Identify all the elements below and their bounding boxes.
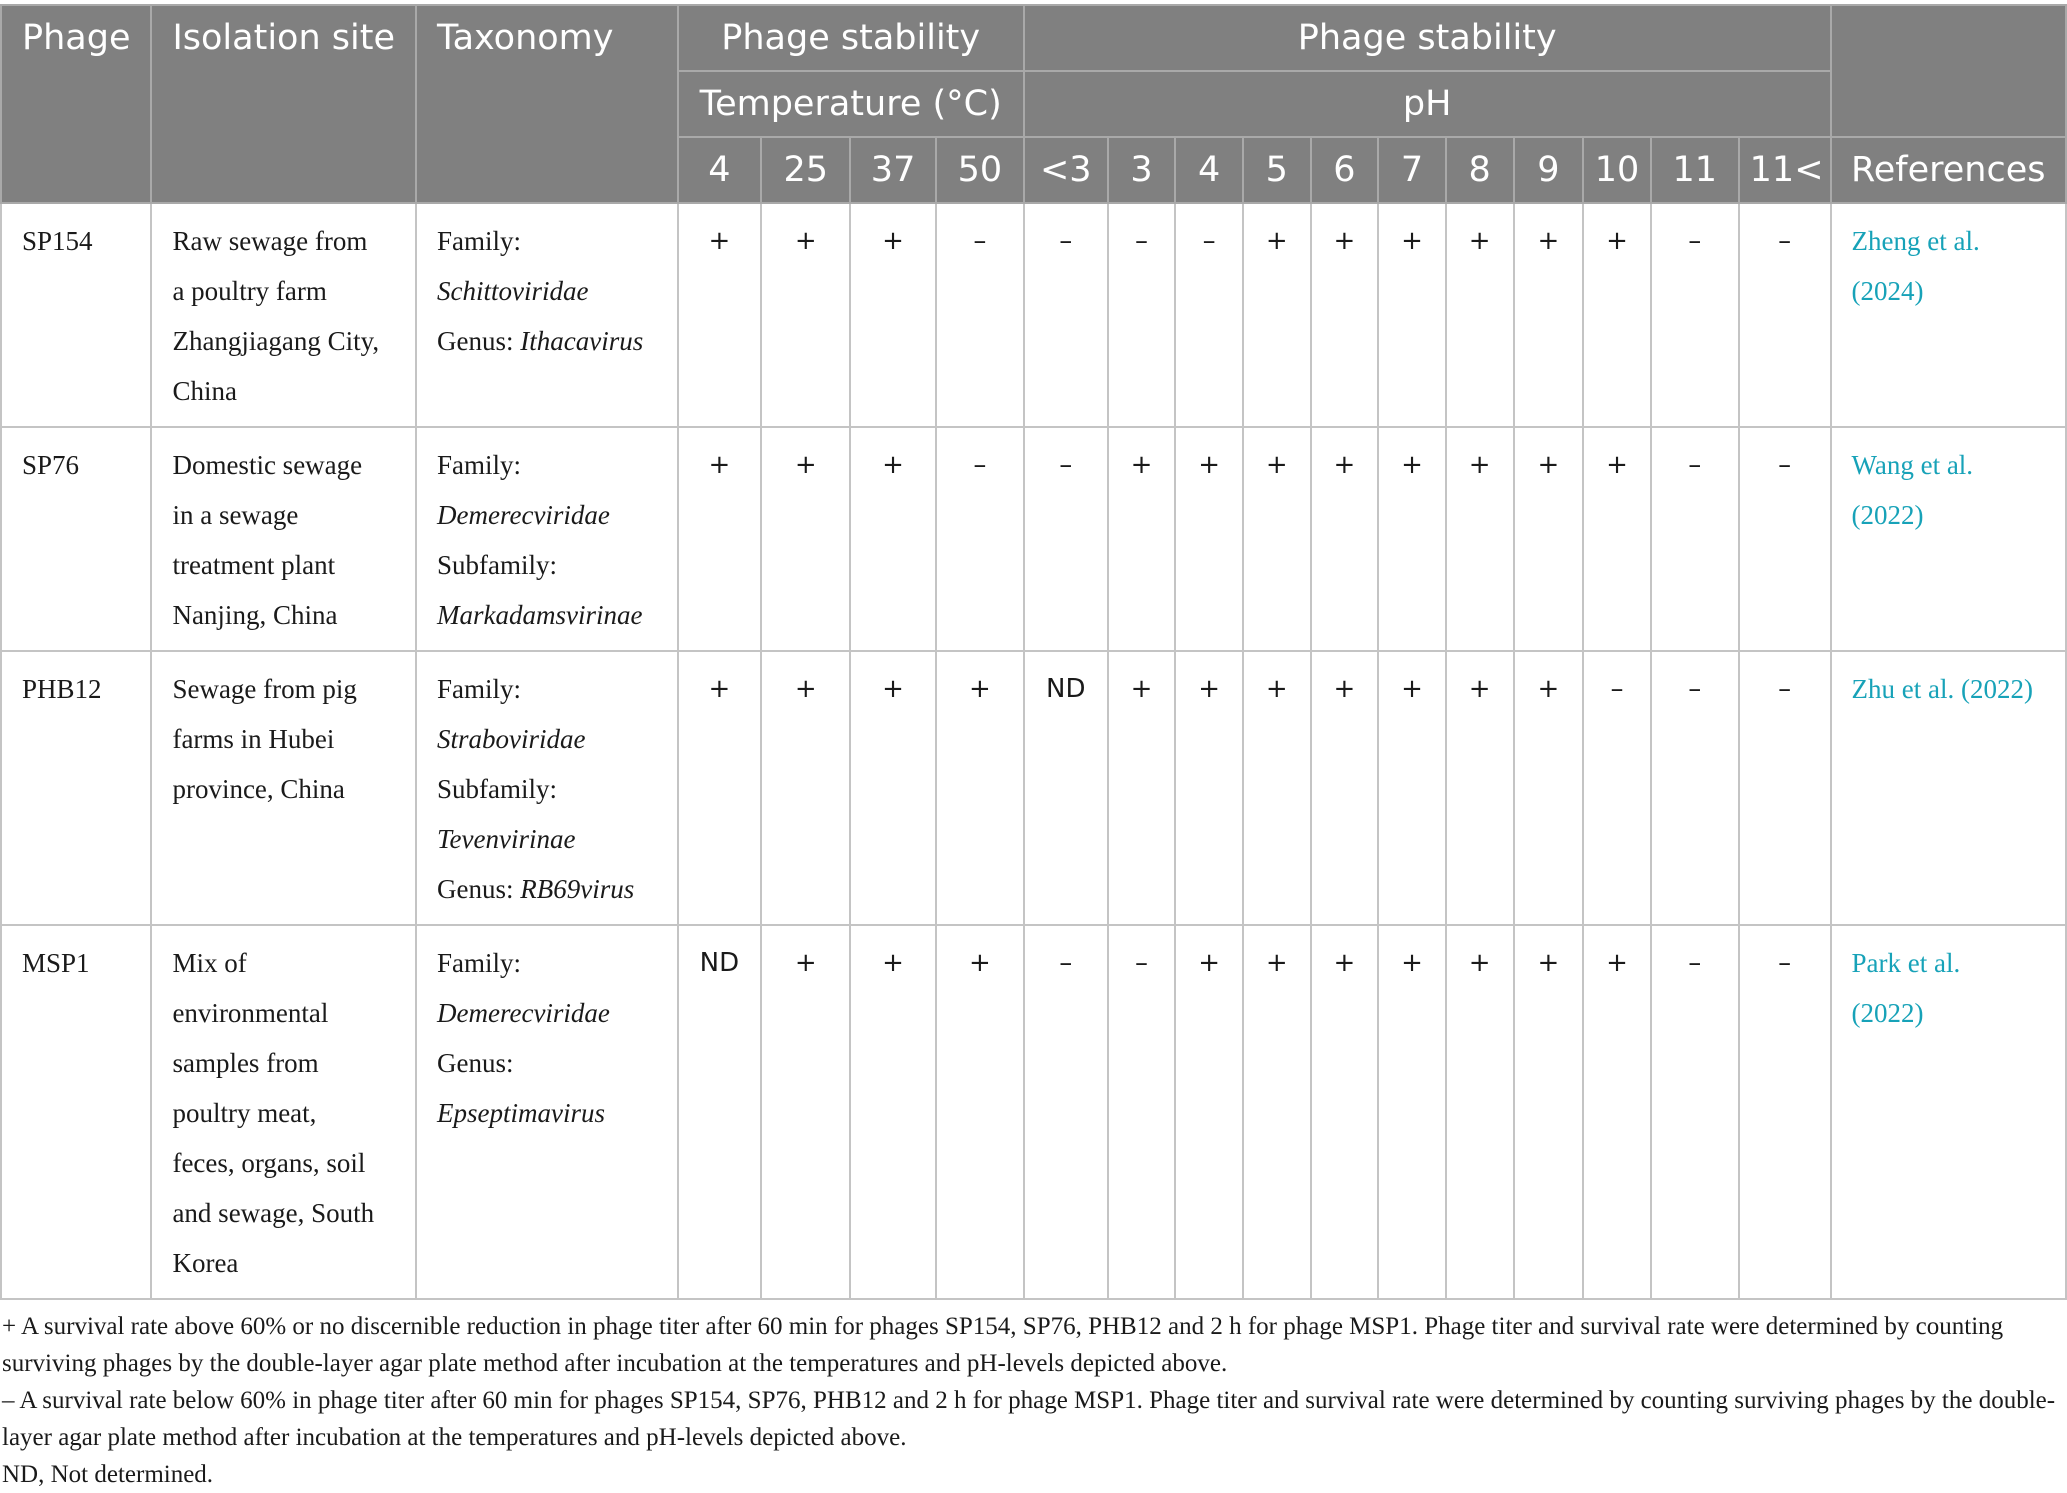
col-header-taxonomy: Taxonomy xyxy=(416,5,678,203)
stability-result: + xyxy=(1606,948,1628,978)
ph-result-cell xyxy=(1311,427,1379,651)
reference-cell xyxy=(1831,427,2066,651)
ph-result-cell xyxy=(1583,203,1651,427)
col-header-temp-4: 4 xyxy=(678,137,762,203)
table-footnotes xyxy=(0,1300,2067,1493)
stability-result: + xyxy=(1537,948,1560,978)
stability-result: – xyxy=(1688,226,1702,256)
ph-result-cell xyxy=(1243,203,1311,427)
stability-result: + xyxy=(1198,948,1221,978)
ph-result-cell xyxy=(1108,427,1176,651)
stability-result: + xyxy=(708,450,731,480)
ph-result-cell xyxy=(1514,427,1584,651)
ph-result-cell xyxy=(1108,651,1176,925)
temp-result-cell xyxy=(850,925,936,1299)
table-row xyxy=(1,651,2066,925)
temp-result-cell xyxy=(850,651,936,925)
stability-result: + xyxy=(708,674,731,704)
ph-result-cell xyxy=(1514,651,1584,925)
stability-result: ND xyxy=(699,948,740,978)
stability-result: – xyxy=(973,226,987,256)
stability-result: + xyxy=(794,948,817,978)
ph-result-cell xyxy=(1243,925,1311,1299)
ph-result-cell xyxy=(1651,925,1739,1299)
stability-result: – xyxy=(1059,450,1073,480)
stability-result: + xyxy=(1401,948,1423,978)
ph-result-cell xyxy=(1514,925,1584,1299)
taxonomy-name: Markadamsvirinae xyxy=(437,600,643,630)
taxonomy-rank: Genus: xyxy=(437,326,521,356)
stability-result: + xyxy=(1468,948,1491,978)
isolation-site-line: China xyxy=(172,376,237,406)
taxonomy-name: Schittoviridae xyxy=(437,276,589,306)
reference-text: Zheng et al. xyxy=(1851,226,1980,256)
taxonomy-rank: Genus: xyxy=(437,1048,514,1078)
isolation-site-line: Zhangjiagang City, xyxy=(172,326,380,356)
stability-result: + xyxy=(794,674,817,704)
reference-cell xyxy=(1831,203,2066,427)
taxonomy-name: RB69virus xyxy=(520,874,635,904)
taxonomy-cell xyxy=(416,925,678,1299)
stability-result: + xyxy=(794,450,817,480)
stability-result: + xyxy=(969,674,991,704)
ph-result-cell xyxy=(1739,651,1831,925)
ph-result-cell xyxy=(1651,427,1739,651)
taxonomy-cell xyxy=(416,203,678,427)
temp-result-cell xyxy=(761,427,850,651)
ph-result-cell xyxy=(1378,925,1446,1299)
temp-result-cell xyxy=(761,203,850,427)
ph-result-cell xyxy=(1108,925,1176,1299)
reference-link[interactable] xyxy=(1852,948,1961,1028)
stability-result: + xyxy=(1537,226,1560,256)
ph-result-cell xyxy=(1514,203,1584,427)
footnote-nd: ND, Not determined. xyxy=(2,1461,214,1488)
ph-result-cell xyxy=(1024,651,1108,925)
reference-text: (2022) xyxy=(1851,500,1924,530)
ph-result-cell xyxy=(1446,427,1514,651)
temp-result-cell xyxy=(936,427,1024,651)
stability-result: + xyxy=(1468,674,1491,704)
stability-result: + xyxy=(1265,450,1288,480)
stability-result: + xyxy=(1333,948,1356,978)
reference-link[interactable] xyxy=(1852,226,1980,306)
header-blank xyxy=(1831,5,2066,137)
phage-stability-table xyxy=(0,4,2067,1300)
temp-result-cell xyxy=(936,925,1024,1299)
temp-result-cell xyxy=(936,203,1024,427)
ph-result-cell xyxy=(1175,203,1243,427)
isolation-site-line: Korea xyxy=(172,1248,239,1278)
stability-result: + xyxy=(882,674,904,704)
isolation-site-line: Nanjing, China xyxy=(172,600,338,630)
stability-result: – xyxy=(973,450,987,480)
ph-result-cell xyxy=(1175,651,1243,925)
stability-result: – xyxy=(1778,226,1792,256)
isolation-site-line: Domestic sewage xyxy=(172,450,363,480)
reference-cell xyxy=(1831,651,2066,925)
col-header-temp-25: 25 xyxy=(761,137,850,203)
stability-result: + xyxy=(1606,450,1628,480)
stability-result: – xyxy=(1688,674,1702,704)
col-header-phage: Phage xyxy=(1,5,151,203)
stability-result: + xyxy=(1198,450,1221,480)
taxonomy-rank: Family: xyxy=(437,674,522,704)
stability-result: + xyxy=(1198,674,1221,704)
stability-result: + xyxy=(1265,226,1288,256)
phage-name-cell xyxy=(1,203,151,427)
col-header-ph-5: 7 xyxy=(1378,137,1446,203)
col-header-ph-1: 3 xyxy=(1108,137,1176,203)
isolation-site-line: Raw sewage from xyxy=(172,226,368,256)
isolation-site-line: Mix of xyxy=(172,948,247,978)
ph-result-cell xyxy=(1583,651,1651,925)
stability-result: + xyxy=(969,948,991,978)
footnote-minus: – A survival rate below 60% in phage titer after 60 min for phages SP154, SP76, PHB12 and 2 h for phage MSP1. Phage titer and survival rate were determined by counting surviving phages by the double-layer agar plate method after incubation at the temperatures and pH-levels depicted above. xyxy=(2,1387,2056,1451)
col-header-temp-50: 50 xyxy=(936,137,1024,203)
stability-result: + xyxy=(882,948,904,978)
col-header-ph-9: 11 xyxy=(1651,137,1739,203)
group-header-ph-stability: Phage stability xyxy=(1024,5,1831,71)
stability-result: + xyxy=(1265,674,1288,704)
stability-result: – xyxy=(1059,948,1073,978)
stability-result: – xyxy=(1134,226,1148,256)
ph-result-cell xyxy=(1446,651,1514,925)
isolation-site-line: farms in Hubei xyxy=(172,724,335,754)
stability-result: + xyxy=(1401,674,1423,704)
ph-result-cell xyxy=(1108,203,1176,427)
isolation-site-cell xyxy=(151,427,416,651)
ph-result-cell xyxy=(1651,203,1739,427)
stability-result: + xyxy=(882,450,904,480)
ph-result-cell xyxy=(1024,427,1108,651)
stability-result: – xyxy=(1778,450,1792,480)
phage-name-cell xyxy=(1,925,151,1299)
isolation-site-line: a poultry farm xyxy=(172,276,327,306)
col-header-ph-10: 11< xyxy=(1739,137,1831,203)
ph-result-cell xyxy=(1175,925,1243,1299)
ph-result-cell xyxy=(1739,203,1831,427)
ph-result-cell xyxy=(1583,925,1651,1299)
isolation-site-line: province, China xyxy=(172,774,345,804)
stability-result: + xyxy=(1130,450,1153,480)
reference-text: Zhu et al. (2022) xyxy=(1851,674,2033,704)
reference-text: (2022) xyxy=(1851,998,1924,1028)
temp-result-cell xyxy=(761,925,850,1299)
ph-result-cell xyxy=(1739,427,1831,651)
taxonomy-rank: Family: xyxy=(437,948,522,978)
ph-result-cell xyxy=(1243,651,1311,925)
col-header-ph-2: 4 xyxy=(1175,137,1243,203)
stability-result: + xyxy=(1401,450,1423,480)
reference-text: Wang et al. xyxy=(1851,450,1974,480)
col-header-ph-3: 5 xyxy=(1243,137,1311,203)
col-header-ph-7: 9 xyxy=(1514,137,1584,203)
stability-result: + xyxy=(882,226,904,256)
stability-result: – xyxy=(1134,948,1148,978)
footnote-plus: + A survival rate above 60% or no discernible reduction in phage titer after 60 min for phages SP154, SP76, PHB12 and 2 h for phage MSP1. Phage titer and survival rate were determined by counting surviving phages by the double-layer agar plate method after incubation at the temperatures and pH-levels depicted above. xyxy=(2,1313,2004,1377)
taxonomy-rank: Family: xyxy=(437,226,522,256)
ph-result-cell xyxy=(1311,651,1379,925)
col-header-ph-0: <3 xyxy=(1024,137,1108,203)
taxonomy-rank: Subfamily: xyxy=(437,550,557,580)
reference-link[interactable] xyxy=(1852,450,1974,530)
ph-result-cell xyxy=(1243,427,1311,651)
stability-result: + xyxy=(1468,450,1491,480)
stability-result: – xyxy=(1202,226,1216,256)
subheader-ph: pH xyxy=(1024,71,1831,137)
taxonomy-name: Epseptimavirus xyxy=(437,1098,605,1128)
ph-result-cell xyxy=(1311,925,1379,1299)
ph-result-cell xyxy=(1446,925,1514,1299)
temp-result-cell xyxy=(850,203,936,427)
phage-name-cell xyxy=(1,651,151,925)
col-header-isolation-site: Isolation site xyxy=(151,5,416,203)
ph-result-cell xyxy=(1024,925,1108,1299)
ph-result-cell xyxy=(1024,203,1108,427)
ph-result-cell xyxy=(1446,203,1514,427)
ph-result-cell xyxy=(1583,427,1651,651)
phage-name: SP154 xyxy=(22,226,93,256)
ph-result-cell xyxy=(1651,651,1739,925)
stability-result: – xyxy=(1688,948,1702,978)
ph-result-cell xyxy=(1311,203,1379,427)
stability-result: + xyxy=(1265,948,1288,978)
table-row xyxy=(1,203,2066,427)
col-header-ph-6: 8 xyxy=(1446,137,1514,203)
ph-result-cell xyxy=(1378,203,1446,427)
taxonomy-rank: Family: xyxy=(437,450,522,480)
taxonomy-name: Demerecviridae xyxy=(437,500,610,530)
phage-name: SP76 xyxy=(22,450,80,480)
taxonomy-name: Ithacavirus xyxy=(520,326,644,356)
temp-result-cell xyxy=(678,203,762,427)
phage-name: PHB12 xyxy=(22,674,102,704)
temp-result-cell xyxy=(936,651,1024,925)
temp-result-cell xyxy=(678,925,762,1299)
stability-result: + xyxy=(1130,674,1153,704)
stability-result: – xyxy=(1778,948,1792,978)
ph-result-cell xyxy=(1739,925,1831,1299)
col-header-ph-4: 6 xyxy=(1311,137,1379,203)
temp-result-cell xyxy=(761,651,850,925)
stability-result: + xyxy=(1537,450,1560,480)
taxonomy-rank: Genus: xyxy=(437,874,521,904)
taxonomy-cell xyxy=(416,427,678,651)
taxonomy-name: Demerecviridae xyxy=(437,998,610,1028)
temp-result-cell xyxy=(678,427,762,651)
taxonomy-name: Tevenvirinae xyxy=(437,824,576,854)
stability-result: – xyxy=(1778,674,1792,704)
isolation-site-cell xyxy=(151,651,416,925)
reference-link[interactable] xyxy=(1852,674,2033,704)
isolation-site-line: feces, organs, soil xyxy=(172,1148,366,1178)
stability-result: + xyxy=(1537,674,1560,704)
table-row xyxy=(1,925,2066,1299)
isolation-site-line: and sewage, South xyxy=(172,1198,375,1228)
stability-result: + xyxy=(1333,450,1356,480)
stability-result: + xyxy=(1333,674,1356,704)
stability-result: + xyxy=(1606,226,1628,256)
reference-text: Park et al. xyxy=(1851,948,1961,978)
taxonomy-rank: Subfamily: xyxy=(437,774,557,804)
phage-name-cell xyxy=(1,427,151,651)
stability-result: – xyxy=(1688,450,1702,480)
stability-result: + xyxy=(794,226,817,256)
stability-result: + xyxy=(708,226,731,256)
isolation-site-line: Sewage from pig xyxy=(172,674,357,704)
phage-name: MSP1 xyxy=(22,948,90,978)
stability-result: ND xyxy=(1046,674,1086,704)
col-header-ph-8: 10 xyxy=(1583,137,1651,203)
isolation-site-line: samples from xyxy=(172,1048,319,1078)
ph-result-cell xyxy=(1378,651,1446,925)
reference-cell xyxy=(1831,925,2066,1299)
ph-result-cell xyxy=(1378,427,1446,651)
isolation-site-cell xyxy=(151,203,416,427)
stability-result: + xyxy=(1468,226,1491,256)
temp-result-cell xyxy=(678,651,762,925)
taxonomy-name: Straboviridae xyxy=(437,724,586,754)
stability-result: – xyxy=(1610,674,1624,704)
reference-text: (2024) xyxy=(1851,276,1924,306)
isolation-site-line: environmental xyxy=(172,998,329,1028)
table-row xyxy=(1,427,2066,651)
isolation-site-cell xyxy=(151,925,416,1299)
stability-result: + xyxy=(1333,226,1356,256)
subheader-temperature: Temperature (°C) xyxy=(678,71,1024,137)
isolation-site-line: in a sewage xyxy=(172,500,299,530)
stability-result: + xyxy=(1401,226,1423,256)
taxonomy-cell xyxy=(416,651,678,925)
col-header-temp-37: 37 xyxy=(850,137,936,203)
stability-result: – xyxy=(1059,226,1073,256)
isolation-site-line: poultry meat, xyxy=(172,1098,317,1128)
group-header-temp-stability: Phage stability xyxy=(678,5,1024,71)
isolation-site-line: treatment plant xyxy=(172,550,336,580)
ph-result-cell xyxy=(1175,427,1243,651)
col-header-references: References xyxy=(1831,137,2066,203)
temp-result-cell xyxy=(850,427,936,651)
